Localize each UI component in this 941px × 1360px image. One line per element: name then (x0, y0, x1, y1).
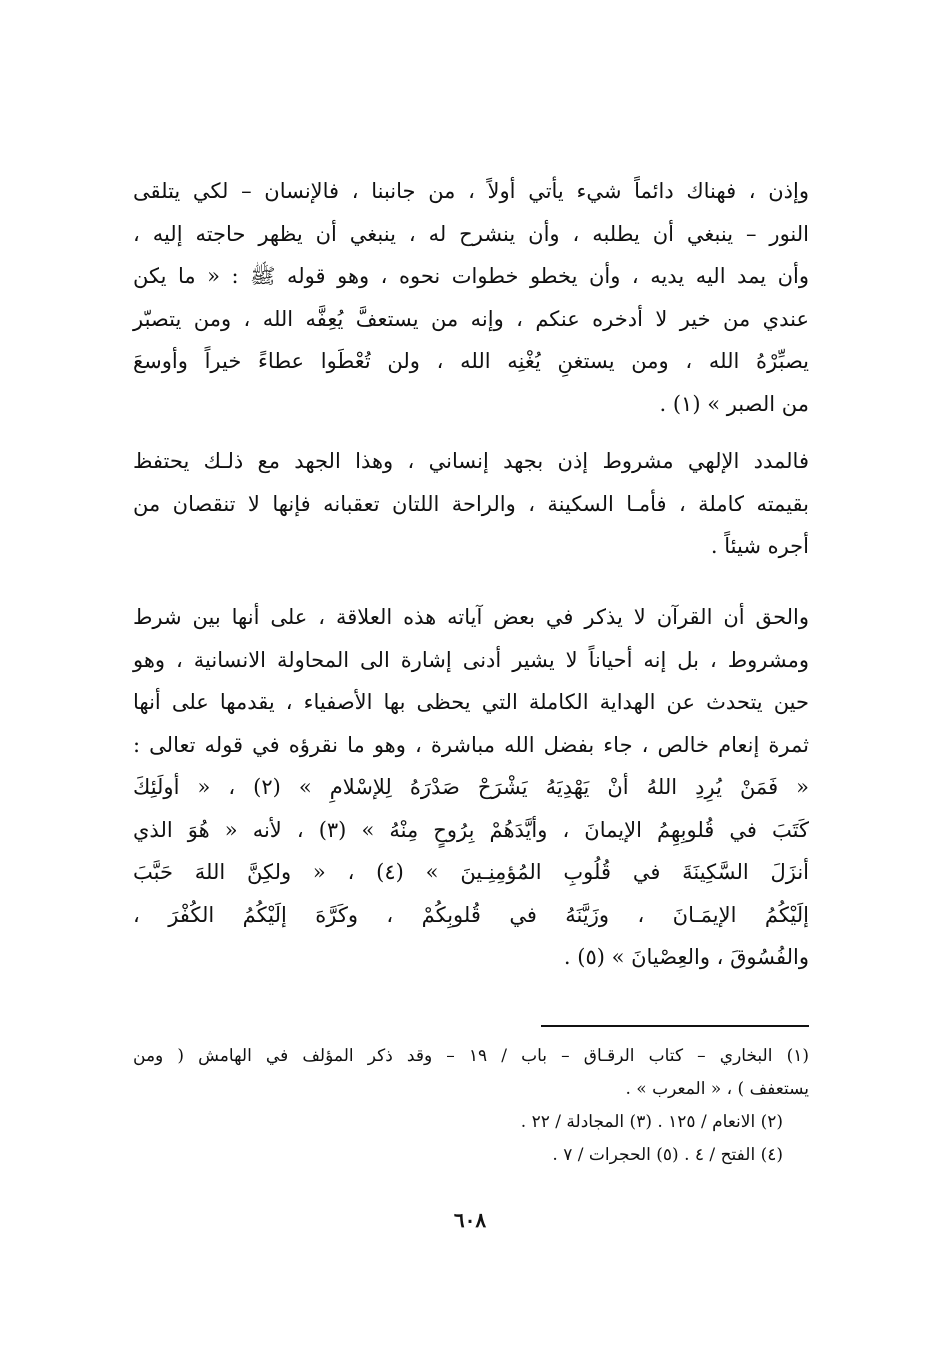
footnotes (133, 1040, 809, 1172)
paragraph-line: من الصبر » (١) . (659, 391, 809, 416)
paragraph-1 (133, 170, 809, 425)
paragraph-2 (133, 440, 809, 568)
paragraph-line: أجره شيئاً . (710, 534, 809, 558)
footnote-1-line-2: يستعفف ) ، « المعرب » . (625, 1079, 809, 1099)
paragraph-3 (133, 596, 809, 979)
paragraph-line: حين يتحدث عن الهداية الكاملة التي يحظى بها الأصفياء ، يقدمها على أنها (133, 690, 809, 714)
paragraph-line: ثمرة إنعام خالص ، جاء بفضل الله مباشرة ، وهو ما نقرؤه في قوله تعالى : (133, 732, 809, 757)
footnote-divider (541, 1025, 809, 1027)
footnote-1-line-1: (١) البخاري – كتاب الرقـاق – باب / ١٩ – وقد ذكر المؤلف في الهامش ( ومن (133, 1046, 809, 1066)
paragraph-line: والحق أن القرآن لا يذكر في بعض آياته هذه العلاقة ، على أنها بين شرط (133, 605, 809, 629)
paragraph-line: فالمدد الإلهي مشروط إذن بجهد إنساني ، وهذا الجهد مع ذلـك يحتفظ (133, 449, 809, 473)
paragraph-line: وإذن ، فهناك دائماً شيء يأتي أولاً ، من جانبنا ، فالإنسان – لكي يتلقى (133, 179, 809, 203)
paragraph-line: « فَمَنْ يُرِدِ اللهُ أنْ يَهْدِيَهُ يَشْرَحْ صَدْرَهُ لِلإسْلامِ » (٢) ، « أولَئِكَ (133, 775, 809, 799)
paragraph-line: بقيمته كاملة ، فأمـا السكينة ، والراحة اللتان تعقبانه فإنها لا تنقصان من (133, 491, 809, 516)
paragraph-line: أنزَلَ السَّكِينَةَ في قُلُوبِ المُؤمِنِـينَ » (٤) ، « ولكِنَّ اللهَ حَبَّبَ (133, 860, 810, 884)
paragraph-line: كَتَبَ في قُلوبِهِمُ الإيمانَ ، وأيَّدَهُمْ بِرُوحٍ مِنْهُ » (٣) ، لأنه « هُوَ الذي (133, 817, 809, 842)
paragraph-line: إلَيْكُمُ الإيمَـانَ ، وزَيَّنَهُ في قُلوبِكُمْ ، وكَرَّهَ إلَيْكُمُ الكُفْرَ ، (133, 902, 809, 927)
paragraph-line: ومشروط ، بل إنه أحياناً لا يشير أدنى إشارة الى المحاولة الانسانية ، وهو (133, 647, 809, 672)
footnote-2-3: (٢) الانعام / ١٢٥ . (٣) المجادلة / ٢٢ . (520, 1112, 783, 1132)
paragraph-line: والفُسُوقَ ، والعِصْيانَ » (٥) . (563, 945, 809, 969)
page-number: ٦٠٨ (453, 1208, 487, 1232)
paragraph-line: النور – ينبغي أن يطلبه ، وأن ينشرح له ، ينبغي أن يظهر حاجته إليه ، (133, 221, 809, 246)
paragraph-line: وأن يمد اليه يديه ، وأن يخطو خطوات نحوه ، وهو قوله ﷺ : « ما يكن (133, 264, 809, 288)
paragraph-line: عندي من خير لا أدخره عنكم ، وإنه من يستعفَّ يُعِفَّه الله ، ومن يتصبّر (133, 306, 809, 331)
footnote-4-5: (٤) الفتح / ٤ . (٥) الحجرات / ٧ . (552, 1145, 783, 1165)
paragraph-line: يصبِّرْهُ الله ، ومن يستغنِ يُغْنِه الله ، ولن تُعْطَوا عطاءً خيراً وأوسعَ (133, 349, 809, 373)
